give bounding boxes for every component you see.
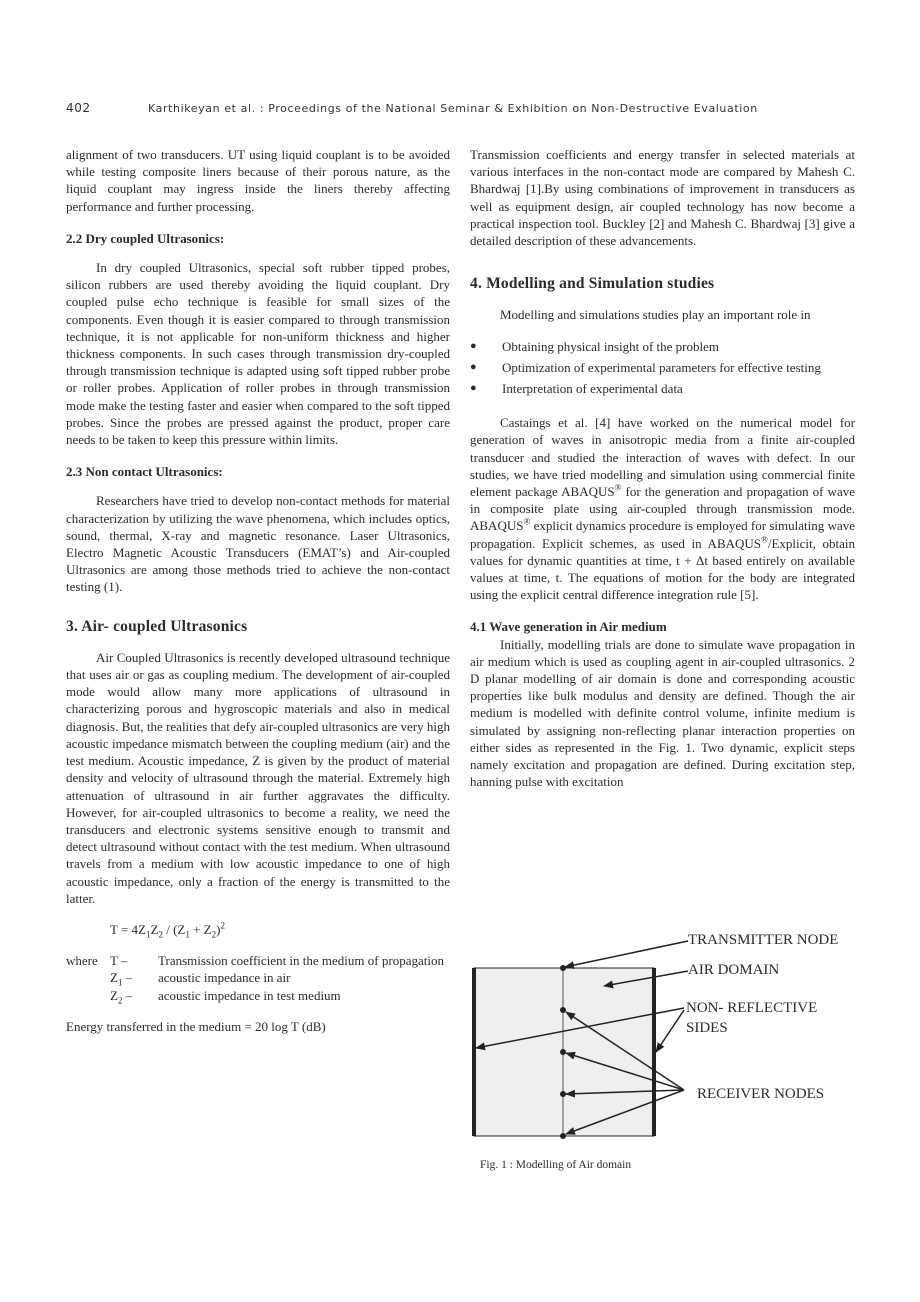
- heading-2-2: 2.2 Dry coupled Ultrasonics:: [66, 230, 225, 246]
- heading-4-1: 4.1 Wave generation in Air medium: [470, 619, 667, 635]
- def-key-t: T –: [110, 953, 128, 969]
- bullet-item: ● Optimization of experimental parameters for effective testing: [470, 359, 821, 375]
- paragraph-castaings: Castaings et al. [4] have worked on the numerical model for generation of waves in anisotropic media from a finite air-coupled transducer and studied the interaction of waves with defect. In our studies, we have tried modelling and simulation using commercial finite element package ABAQUS® for the generation and propagation of wave in composite plate using air-coupled through transmission mode. ABAQUS® explicit dynamics procedure is employed for simulating wave propagation. Explicit schemes, as used in ABAQUS®/Explicit, obtain values for dynamic quantities at time, t + Δt based entirely on available values at time, t. The equations of motion for the body are integrated using the explicit central difference integration rule [5].: [470, 415, 855, 603]
- bullet-icon: ●: [470, 360, 477, 373]
- figure-air-domain: [466, 928, 866, 1173]
- receiver-node: [560, 1091, 566, 1097]
- arrow-transmitter: [565, 941, 688, 967]
- page-number: 402: [66, 101, 91, 115]
- transmission-equation: $T = 4Z_1Z_2 / (Z_1 + Z_2)^2$: [110, 920, 225, 940]
- running-title: Karthikeyan et al. : Proceedings of the National Seminar & Exhibition on Non-Destructive Evaluation: [148, 102, 758, 115]
- heading-2-3: 2.3 Non contact Ultrasonics:: [66, 464, 223, 480]
- def-key-z2: $Z_2$ –: [110, 987, 133, 1006]
- paragraph-wave-generation: Initially, modelling trials are done to simulate wave propagation in air medium which is used as coupling agent in air-coupled ultrasonics. 2 D planar modelling of air domain is done and corresponding acoustic properties like bulk modulus and density are defined. Though the air medium is modelled with definite control volume, infinite medium is simulated by assigning non-reflecting planar interaction properties on either sides as represented in the Fig. 1. Two dynamic, explicit steps namely excitation and propagation are defined. During excitation step, hanning pulse with excitation: [470, 636, 855, 790]
- receiver-node: [560, 1007, 566, 1013]
- def-key-z1: $Z_1$ –: [110, 970, 133, 988]
- heading-3: 3. Air- coupled Ultrasonics: [66, 617, 248, 635]
- bullet-item: ● Interpretation of experimental data: [470, 381, 683, 397]
- paragraph-modelling: Modelling and simulations studies play an important role in: [500, 307, 811, 323]
- left-column: [66, 146, 450, 1035]
- receiver-node: [560, 1133, 566, 1139]
- def-val-z1: acoustic impedance in air: [158, 970, 291, 986]
- label-transmitter-node: TRANSMITTER NODE: [688, 932, 839, 948]
- paragraph-intro-left: alignment of two transducers. UT using liquid couplant is to be avoided while testing composite liners because of their porous nature, as the liquid couplant may ingress inside the liners thereby affecting performance and further processing.: [66, 147, 450, 214]
- paragraph-non-contact: Researchers have tried to develop non-contact methods for material characterization by utilizing the wave phenomena, which includes optics, sound, thermal, X-ray and magnetic resonance. Laser Ultrasonics, Electro Magnetic Acoustic Transducers (EMAT’s) and Air-coupled Ultrasonics are among those methods tried to achieve the non-contact testing (1).: [66, 493, 450, 595]
- label-non-reflective: NON- REFLECTIVE: [686, 1000, 818, 1016]
- bullet-icon: ●: [470, 382, 477, 395]
- arrow-nonreflective-right: [656, 1010, 684, 1052]
- paragraph-energy: Energy transferred in the medium = 20 log T (dB): [66, 1018, 326, 1034]
- equation-definitions: [66, 952, 450, 1004]
- def-val-z2: acoustic impedance in test medium: [158, 987, 341, 1003]
- label-air-domain: AIR DOMAIN: [688, 962, 780, 978]
- def-val-t: Transmission coefficient in the medium of propagation: [158, 953, 444, 969]
- right-column: [470, 146, 855, 791]
- page-header: [66, 101, 866, 119]
- label-receiver-nodes: RECEIVER NODES: [697, 1086, 825, 1102]
- bullet-icon: ●: [470, 339, 477, 352]
- paragraph-air-coupled: Air Coupled Ultrasonics is recently developed ultrasound technique that uses air or gas as coupling medium. The development of air-coupled mode would allow many more applications of ultrasound in characterizing porous and hygroscopic materials and also in medical diagnosis. But, the realities that defy air-coupled ultrasonics are very high acoustic impedance mismatch between the coupling medium (air) and the test medium. Acoustic impedance, Z is given by the product of material density and velocity of ultrasound through the material. Extremely high attenuation of ultrasound in air further aggravates the difficulty. However, for air-coupled ultrasonics to become a reality, we need the transducers and electronic systems sensitive enough to transmit and detect ultrasound without contact with the test medium. When ultrasound travels from a medium with low acoustic impedance to one of high acoustic impedance, only a fraction of the energy is transmitted to the latter.: [66, 649, 450, 906]
- where-label: where: [66, 953, 98, 969]
- bullet-item: ● Obtaining physical insight of the problem: [470, 338, 719, 354]
- paragraph-dry-coupled: In dry coupled Ultrasonics, special soft rubber tipped probes, silicon rubbers are used thereby avoiding the liquid couplant. Dry coupled pulse echo technique is feasible for small sizes of the components. Even though it is easier compared to through transmission technique, it is not applicable for non-uniform thickness and higher thickness components. In such cases through transmission dry-coupled through transmission technique is adapted using soft tipped rubber probe or roller probes. Application of roller probes in through transmission mode make the testing faster and easier when compared to the soft tipped probes. Since the probes are pressed against the product, proper care needs to be taken to keep this pressure within limits.: [66, 260, 450, 448]
- paragraph-intro-right: Transmission coefficients and energy transfer in selected materials at various interfaces in the non-contact mode are compared by Mahesh C. Bhardwaj [1].By using combinations of improvement in transducers as well as equipment design, air coupled technology has now become a practical inspection tool. Buckley [2] and Mahesh C. Bhardwaj [3] give a detailed description of these advancements.: [470, 147, 855, 249]
- heading-4: 4. Modelling and Simulation studies: [470, 275, 715, 293]
- receiver-node: [560, 1049, 566, 1055]
- figure-caption: Fig. 1 : Modelling of Air domain: [480, 1159, 632, 1171]
- air-domain-diagram: [466, 928, 866, 1173]
- transmitter-node: [560, 965, 566, 971]
- label-sides: SIDES: [686, 1020, 728, 1036]
